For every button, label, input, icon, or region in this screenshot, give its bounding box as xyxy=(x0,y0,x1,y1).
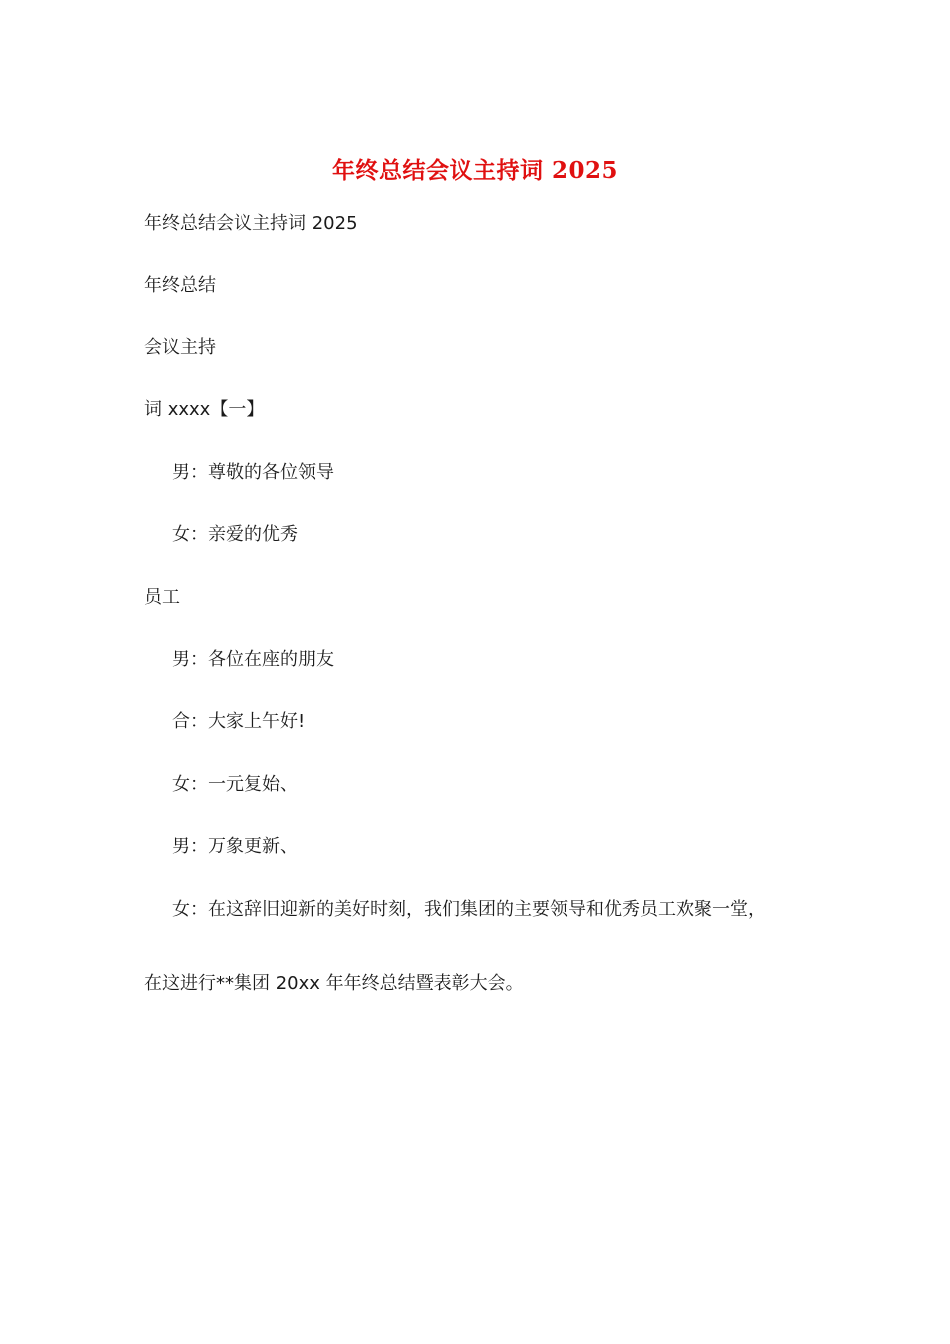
paragraph-heading-2: 会议主持 xyxy=(144,337,216,358)
paragraph-subtitle: 年终总结会议主持词 2025 xyxy=(144,213,358,234)
paragraph-heading-1: 年终总结 xyxy=(144,275,216,296)
document-title: 年终总结会议主持词 2025 xyxy=(331,157,619,184)
paragraph-text: 员工 xyxy=(144,587,180,608)
dialogue-line: 男：万象更新、 xyxy=(172,836,298,857)
dialogue-line: 男：各位在座的朋友 xyxy=(172,649,334,670)
paragraph-heading-3: 词 xxxx【一】 xyxy=(144,399,265,420)
paragraph-text: 在这进行**集团 20xx 年年终总结暨表彰大会。 xyxy=(144,973,524,994)
dialogue-line: 女：在这辞旧迎新的美好时刻，我们集团的主要领导和优秀员工欢聚一堂， xyxy=(172,899,766,920)
dialogue-line: 女：一元复始、 xyxy=(172,774,298,795)
dialogue-line: 合：大家上午好! xyxy=(172,711,306,732)
dialogue-line: 女：亲爱的优秀 xyxy=(172,524,298,545)
dialogue-line: 男：尊敬的各位领导 xyxy=(172,462,334,483)
